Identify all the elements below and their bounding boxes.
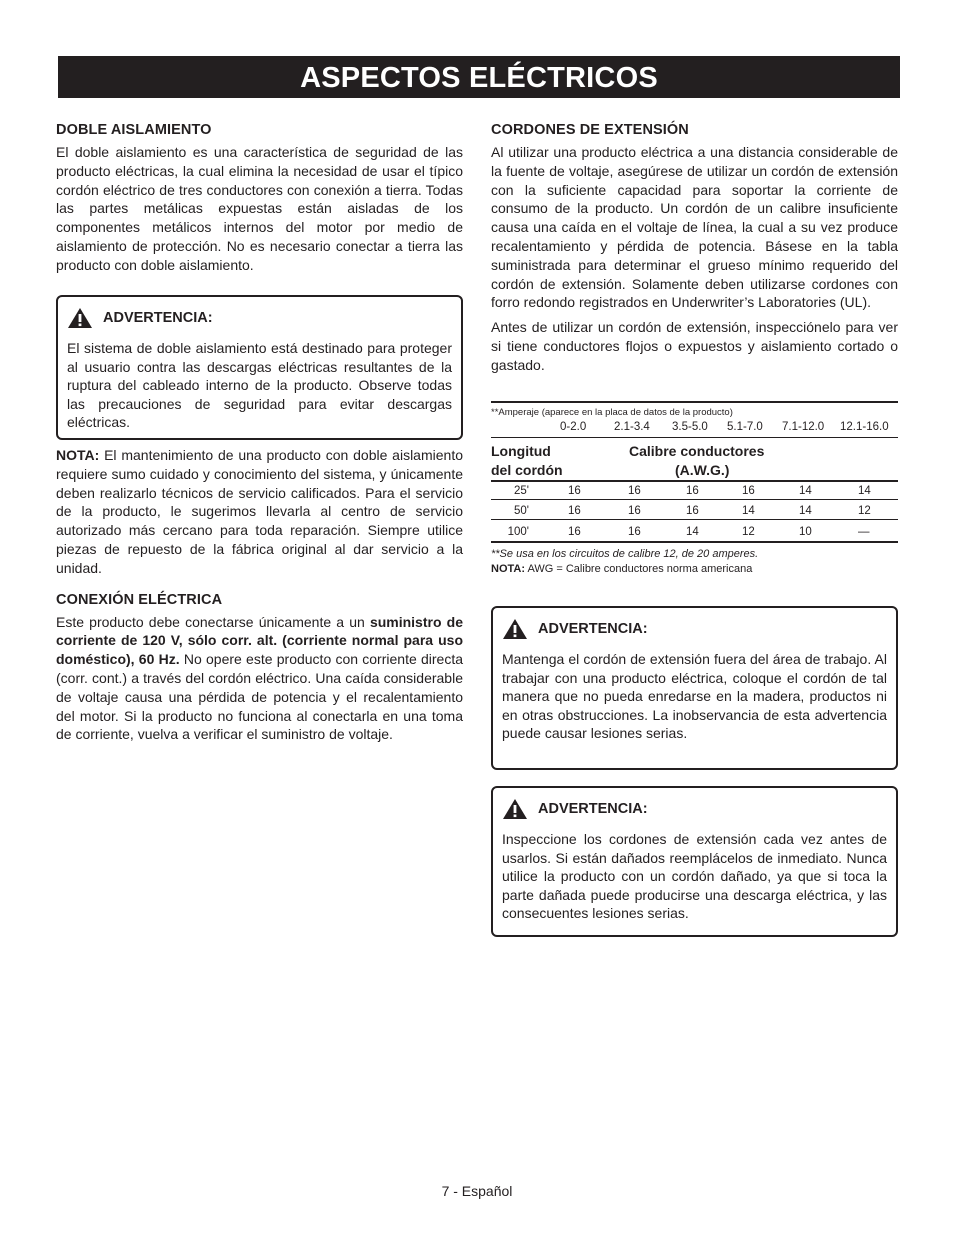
nota-label: NOTA: [56, 447, 100, 463]
nota-text: El mantenimiento de una producto con doble aislamiento requiere sumo cuidado y conocimiento del sistema, y únicamente deben realizarlo técnicos de servicio calificados. Para el servicio de la producto, le sugerimos llevarla al centro de servicio autorizado más cercano para toda reparación. Siempre utilice piezas de repuesto de la fábrica original al dar servicio a la unidad. [56, 447, 463, 576]
amperage-note: **Amperaje (aparece en la placa de datos de la producto) [491, 407, 733, 418]
conexion-text-pre: Este producto debe conectarse únicamente a un [56, 613, 370, 630]
page-number: 7 - Español [441, 1183, 513, 1199]
amp-range: 0-2.0 [560, 421, 587, 433]
table-cell: 14 [858, 485, 871, 497]
left-column-lower [56, 446, 463, 744]
table-cell: 12 [742, 526, 755, 538]
table-nota-label: NOTA: [491, 563, 526, 575]
table-nota-text: AWG = Calibre conductores norma americana [525, 563, 753, 575]
cordones-text-2: Antes de utilizar un cordón de extensión, inspecciónelo para ver si tiene conductores flojos o expuestos y aislamiento cortado o gastado. [491, 319, 898, 373]
table-cell: 14 [686, 526, 699, 538]
amp-range: 12.1-16.0 [840, 421, 889, 433]
table-nota [491, 563, 752, 575]
warning-box-cord-placement [491, 606, 898, 770]
amp-range: 5.1-7.0 [727, 421, 763, 433]
table-cell: 16 [628, 485, 641, 497]
column-header-gauge-1: Calibre conductores [629, 443, 765, 459]
warning-title: ADVERTENCIA: [103, 310, 213, 326]
table-cell: 10 [799, 526, 812, 538]
table-cell: 16 [628, 505, 641, 517]
table-cell: 16 [686, 505, 699, 517]
table-cell: 14 [742, 505, 755, 517]
right-column [491, 122, 898, 375]
left-column [56, 122, 463, 275]
table-footnote: **Se usa en los circuitos de calibre 12, de 20 amperes. [491, 548, 759, 560]
warning-title: ADVERTENCIA: [538, 801, 648, 817]
amp-range: 7.1-12.0 [782, 421, 825, 433]
row-length: 100' [507, 526, 529, 538]
conexion-text-bold: suministro de corriente de 120 V, sólo corr. alt. (corriente normal para uso doméstico), 60 Hz. [56, 613, 463, 668]
table-cell: 16 [628, 526, 641, 538]
page-title: ASPECTOS ELÉCTRICOS [58, 56, 900, 98]
table-cell: 16 [686, 485, 699, 497]
table-cell: 14 [799, 485, 812, 497]
warning-box-double-insulation [56, 295, 463, 440]
table-cell: — [858, 526, 870, 538]
warning-box-cord-inspection [491, 786, 898, 937]
table-cell: 14 [799, 505, 812, 517]
column-header-gauge-2: (A.W.G.) [675, 462, 730, 478]
row-length: 50' [514, 505, 529, 517]
warning-triangle-icon [502, 798, 528, 820]
row-length: 25' [514, 485, 529, 497]
table-cell: 16 [742, 485, 755, 497]
warning-triangle-icon [502, 618, 528, 640]
conexion-text-post: No opere este producto con corriente directa (corr. cont.) a través del cordón eléctrico. Una caída considerable de voltaje causa una pérdida de potencia y el recalentamiento del motor. Si la producto no funciona al conectarla en una toma de corriente, vuelva a verificar el suministro de voltaje. [56, 651, 464, 743]
table-cell: 16 [568, 505, 581, 517]
table-cell: 16 [568, 526, 581, 538]
warning-text: Mantenga el cordón de extensión fuera del área de trabajo. Al trabajar con una producto eléctrica, coloque el cordón de tal manera que no pueda enredarse en la madera, productos ni en otras obstrucciones. La inobservancia de esta advertencia puede causar lesiones serias. [502, 651, 887, 742]
section-heading-conexion-electrica: CONEXIÓN ELÉCTRICA [56, 591, 223, 608]
conexion-paragraph [56, 613, 463, 745]
cordones-text-1: Al utilizar una producto eléctrica a una distancia considerable de la fuente de voltaje, asegúrese de utilizar un cordón de extensión con la suficiente capacidad para soportar la corriente de consumo de la producto. Un cordón de un calibre insuficiente causa una caída en el voltaje de línea, la cual a su vez produce recalentamiento y pérdida de potencia. Básese en la tabla suministrada para determinar el grueso mínimo requerido del cordón de extensión. Solamente deben utilizarse cordones con forro redondo registrados en Underwriter’s Laboratories (UL). [491, 144, 898, 311]
table-cell: 16 [568, 485, 581, 497]
warning-text: Inspeccione los cordones de extensión cada vez antes de usarlos. Si están dañados reemplácelos de inmediato. Nunca utilice la producto con un cordón dañado, ya que si toca la parte dañada puede producirse una descarga eléctrica, y las consecuentes lesiones serias. [502, 831, 887, 922]
nota-paragraph [56, 446, 463, 578]
amp-range: 3.5-5.0 [672, 421, 708, 433]
warning-text: El sistema de doble aislamiento está destinado para proteger al usuario contra las descargas eléctricas resultantes de la ruptura del cableado interno de la producto. Observe todas las precauciones de seguridad para evitar descargas eléctricas. [67, 340, 452, 431]
table-cell: 12 [858, 505, 871, 517]
doble-aislamiento-text: El doble aislamiento es una característica de seguridad de las producto eléctricas, la cual elimina la necesidad de usar el típico cordón eléctrico de tres conductores con conexión a tierra. Todas las partes metálicas expuestas están aisladas de los componentes metálicos internos del motor por medio de aislamiento de protección. No es necesario conectar a tierra las producto con doble aislamiento. [56, 144, 463, 273]
warning-triangle-icon [67, 307, 93, 329]
column-header-length-2: del cordón [491, 462, 563, 478]
section-heading-cordones: CORDONES DE EXTENSIÓN [491, 122, 689, 138]
extension-cord-table [491, 401, 898, 581]
amp-range: 2.1-3.4 [614, 421, 650, 433]
warning-title: ADVERTENCIA: [538, 621, 648, 637]
column-header-length-1: Longitud [491, 443, 551, 459]
section-heading-doble-aislamiento: DOBLE AISLAMIENTO [56, 122, 212, 138]
